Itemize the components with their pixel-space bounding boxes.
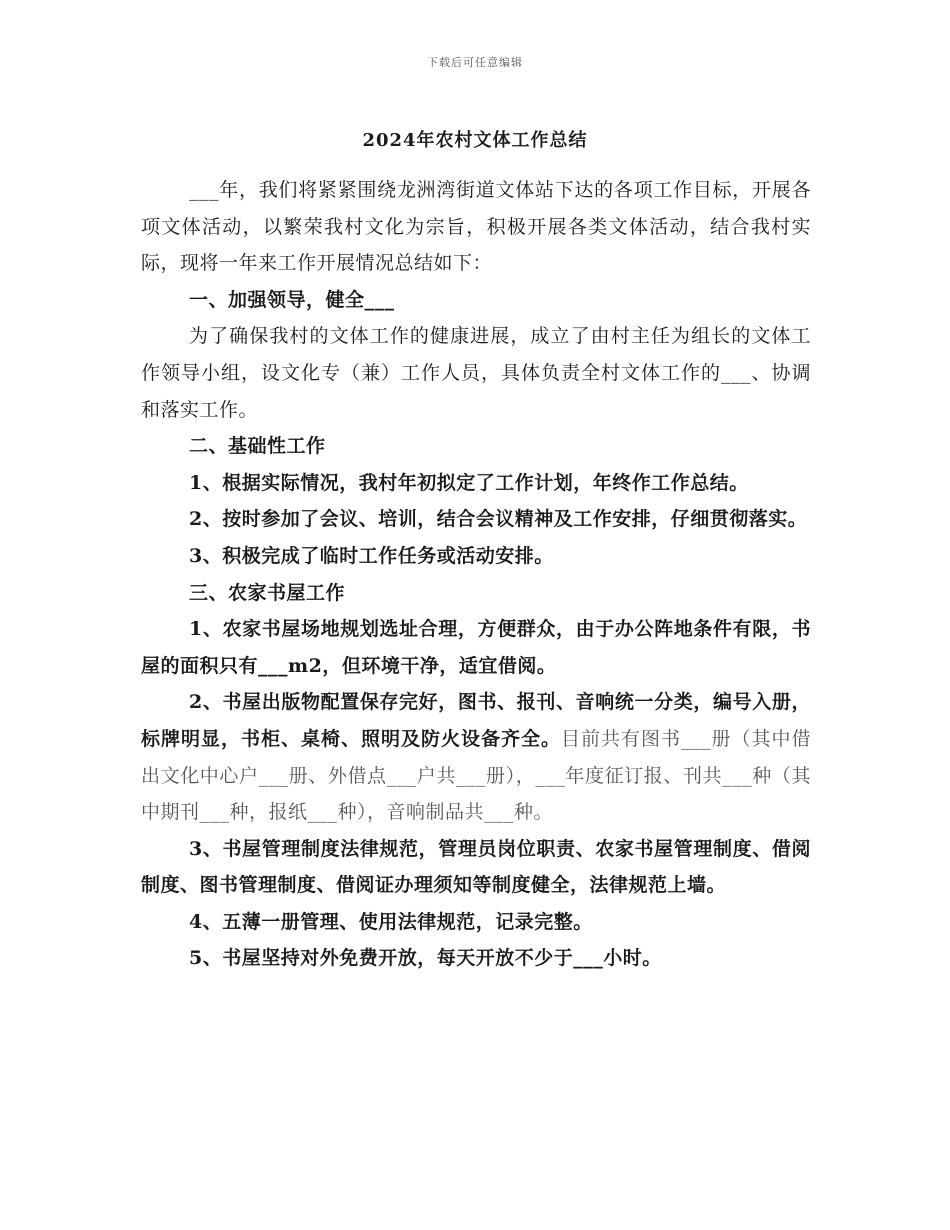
section-heading-1: 一、加强领导，健全___ <box>189 288 395 311</box>
section-3-item-2 <box>141 684 811 830</box>
intro-paragraph: ___年，我们将紧紧围绕龙洲湾街道文体站下达的各项工作目标，开展各项文体活动，以繁荣我村文化为宗旨，积极开展各类文体活动，结合我村实际，现将一年来工作开展情况总结如下： <box>141 179 811 275</box>
document-title: 2024年农村文体工作总结 <box>362 130 588 151</box>
section-3-item-5: 5、书屋坚持对外免费开放，每天开放不少于___小时。 <box>189 947 662 970</box>
document-body <box>141 172 811 977</box>
section-2-item-1: 1、根据实际情况，我村年初拟定了工作计划，年终作工作总结。 <box>189 471 749 494</box>
section-3-item-2-inventory: 目前共有图书___册（其中借出文化中心户___册、外借点___户共___册），___年度征订报、刊共___种（其中期刊___种，报纸___种），音响制品共___种。 <box>141 727 811 824</box>
section-2-item-3: 3、积极完成了临时工作任务或活动安排。 <box>189 544 554 567</box>
section-heading-3: 三、农家书屋工作 <box>189 581 346 604</box>
section-2-item-2: 2、按时参加了会议、培训，结合会议精神及工作安排，仔细贯彻落实。 <box>189 508 808 531</box>
section-1-paragraph: 为了确保我村的文体工作的健康进展，成立了由村主任为组长的文体工作领导小组，设文化专（兼）工作人员，具体负责全村文体工作的___、协调和落实工作。 <box>141 325 811 421</box>
section-3-item-1: 1、农家书屋场地规划选址合理，方便群众，由于办公阵地条件有限，书屋的面积只有___m2，但环境干净，适宜借阅。 <box>141 618 811 677</box>
section-3-item-4: 4、五薄一册管理、使用法律规范，记录完整。 <box>189 910 593 933</box>
section-3-item-2-bold: 2、书屋出版物配置保存完好，图书、报刊、音响统一分类，编号入册，标牌明显，书柜、桌椅、照明及防火设备齐全。 <box>141 691 811 750</box>
section-heading-2: 二、基础性工作 <box>189 435 326 458</box>
header-note: 下载后可任意编辑 <box>427 56 523 69</box>
section-3-item-3: 3、书屋管理制度法律规范，管理员岗位职责、农家书屋管理制度、借阅制度、图书管理制度、借阅证办理须知等制度健全，法律规范上墙。 <box>141 837 811 897</box>
